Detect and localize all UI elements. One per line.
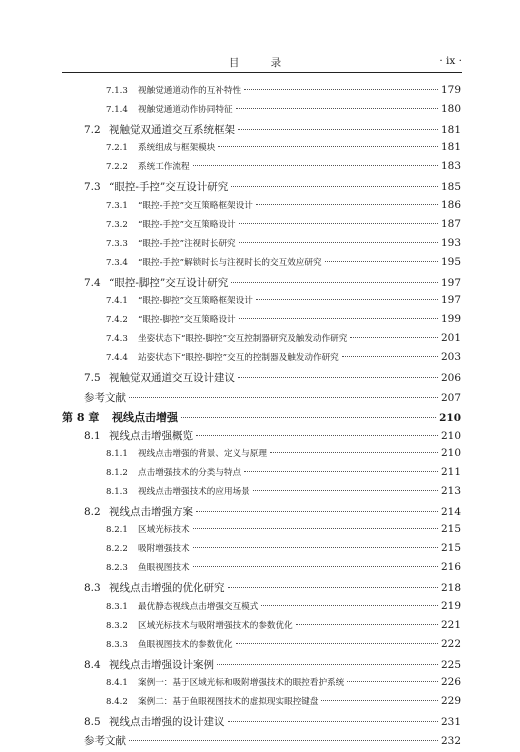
entry-number: 7.2 [84,124,101,137]
entry-title: 系统组成与框架模块 [138,143,216,154]
entry-number: 7.3.2 [106,219,128,230]
entry-title: 视触觉双通道交互设计建议 [109,372,235,385]
entry-title: 区域光标技术 [138,525,190,536]
entry-title: 鱼眼视图技术的参数优化 [138,639,233,650]
entry-title: 视线点击增强的设计建议 [109,716,225,729]
entry-number: 8.1.3 [106,486,128,497]
entry-title: “眼控-脚控”交互策略设计 [138,315,236,326]
dot-leader [217,664,438,665]
entry-page-number: 229 [440,695,461,707]
dot-leader [256,204,438,205]
entry-page-number: 225 [440,658,461,671]
entry-page-number: 214 [440,506,461,519]
entry-number: 8.4 [84,658,101,671]
dot-leader [325,261,438,262]
toc-entry[interactable] [62,580,461,599]
entry-title: 视线点击增强 [112,410,178,424]
entry-number: 8.3.3 [106,639,128,650]
toc-entry[interactable] [62,428,461,447]
toc-entry[interactable] [62,122,461,141]
toc-entry[interactable] [62,313,461,332]
toc-entry[interactable] [62,466,461,485]
references-entry[interactable] [62,733,461,752]
toc-entry[interactable] [62,523,461,542]
toc-entry[interactable] [62,179,461,198]
toc-entry[interactable] [62,141,461,160]
dot-leader [129,397,438,398]
entry-title: 鱼眼视图技术 [138,563,190,574]
entry-number: 7.4.2 [106,315,128,326]
entry-page-number: 218 [440,582,461,595]
entry-title: 参考文献 [84,391,126,404]
references-entry[interactable] [62,390,461,409]
entry-title: “眼控-手控”解锁时长与注视时长的交互效应研究 [138,257,322,268]
entry-number: 7.3.3 [106,238,128,249]
entry-page-number: 197 [440,276,461,289]
entry-page-number: 181 [440,141,461,154]
toc-entry[interactable] [62,160,461,179]
entry-page-number: 215 [440,542,461,555]
dot-leader [261,605,438,606]
entry-page-number: 210 [440,446,461,459]
table-of-contents [62,84,461,752]
toc-entry[interactable] [62,600,461,619]
entry-page-number: 185 [440,181,461,194]
entry-number: 8.1.2 [106,467,128,478]
entry-page-number: 216 [440,561,461,574]
entry-number: 8.4.2 [106,697,128,707]
entry-page-number: 222 [440,637,461,650]
entry-title: 站姿状态下“眼控-脚控”交互的控制器及触发动作研究 [138,353,339,364]
entry-title: 视触觉双通道交互系统框架 [109,124,235,137]
entry-number: 8.3.2 [106,620,128,631]
toc-entry[interactable] [62,332,461,351]
entry-number: 7.3 [84,181,101,194]
entry-title: “眼控-脚控”交互策略框架设计 [138,296,253,307]
dot-leader [238,377,438,378]
dot-leader [231,186,438,187]
entry-number: 7.5 [84,372,101,385]
dot-leader [350,337,438,338]
entry-page-number: 199 [440,313,461,326]
entry-number: 8.4.1 [106,677,128,688]
entry-number: 7.2.2 [106,162,128,173]
dot-leader [253,490,438,491]
entry-title: 视线点击增强的背景、定义与原理 [138,448,267,459]
entry-title: 视线点击增强概览 [109,429,193,442]
toc-entry[interactable] [62,561,461,580]
entry-number: 7.4.1 [106,296,128,307]
entry-number: 7.4.3 [106,334,128,345]
entry-title: 案例二：基于鱼眼视图技术的虚拟现实眼控键盘 [138,697,319,707]
header-page-number: · ix · [439,55,462,67]
dot-leader [347,681,438,682]
entry-title: 参考文献 [84,735,126,748]
dot-leader [181,417,436,418]
dot-leader [196,435,438,436]
dot-leader [193,566,438,567]
entry-title: 视线点击增强设计案例 [109,658,214,671]
toc-entry[interactable] [62,294,461,313]
toc-entry[interactable] [62,351,461,370]
entry-title: 吸附增强技术 [138,544,190,555]
entry-page-number: 226 [440,675,461,688]
entry-page-number: 187 [440,217,461,230]
entry-title: 最优静态视线点击增强交互模式 [138,601,259,612]
toc-entry[interactable] [62,103,461,122]
entry-number: 7.4 [84,276,101,289]
dot-leader [270,452,438,453]
toc-entry[interactable] [62,638,461,657]
dot-leader [244,89,438,90]
entry-number: 8.2 [84,506,101,519]
toc-entry[interactable] [62,504,461,523]
entry-number: 7.1.3 [106,86,128,96]
dot-leader [236,643,438,644]
dot-leader [196,511,438,512]
toc-entry[interactable] [62,370,461,389]
entry-page-number: 195 [440,255,461,268]
entry-page-number: 213 [440,484,461,497]
entry-number: 7.1.4 [106,105,128,116]
dot-leader [238,129,438,130]
entry-title: 点击增强技术的分类与特点 [138,467,242,478]
entry-title: “眼控-手控”交互策略设计 [138,219,236,230]
dot-leader [193,165,438,166]
dot-leader [296,624,438,625]
header-title: 目 录 [228,57,296,69]
entry-number: 第 8 章 [62,410,100,424]
entry-title: 区域光标技术与吸附增强技术的参数优化 [138,620,293,631]
entry-number: 8.3 [84,582,101,595]
entry-page-number: 206 [440,372,461,385]
toc-entry[interactable] [62,657,461,676]
dot-leader [342,356,438,357]
entry-number: 8.2.2 [106,544,128,555]
entry-page-number: 193 [440,236,461,249]
entry-page-number: 203 [440,351,461,364]
entry-page-number: 183 [440,160,461,173]
dot-leader [256,299,438,300]
entry-title: 视线点击增强技术的应用场景 [138,486,250,497]
entry-page-number: 232 [440,735,461,748]
entry-page-number: 201 [440,332,461,345]
entry-number: 8.3.1 [106,601,128,612]
entry-number: 8.2.3 [106,563,128,574]
entry-page-number: 181 [440,124,461,137]
dot-leader [218,146,438,147]
entry-title: 视触觉通道动作的互补特性 [138,86,242,96]
dot-leader [231,282,438,283]
entry-title: “眼控-手控”交互设计研究 [109,181,229,194]
dot-leader [239,242,438,243]
toc-entry[interactable] [62,275,461,294]
toc-entry[interactable] [62,619,461,638]
dot-leader [193,547,438,548]
entry-number: 7.3.1 [106,200,128,211]
entry-number: 7.2.1 [106,143,128,154]
entry-title: “眼控-脚控”交互设计研究 [109,276,229,289]
toc-entry[interactable] [62,218,461,237]
entry-title: 坐姿状态下“眼控-脚控”交互控制器研究及触发动作研究 [138,334,348,345]
page-header [62,55,462,71]
entry-page-number: 210 [439,411,461,424]
entry-page-number: 211 [440,465,461,478]
entry-number: 8.1 [84,429,101,442]
entry-number: 7.4.4 [106,353,128,364]
toc-entry[interactable] [62,256,461,275]
entry-page-number: 207 [440,391,461,404]
entry-number: 8.1.1 [106,448,128,459]
entry-number: 8.2.1 [106,525,128,536]
entry-page-number: 221 [440,618,461,631]
toc-entry[interactable] [62,237,461,256]
entry-page-number: 219 [440,599,461,612]
entry-page-number: 215 [440,523,461,536]
dot-leader [236,108,438,109]
entry-page-number: 179 [440,84,461,96]
entry-title: “眼控-手控”注视时长研究 [138,238,236,249]
toc-entry[interactable] [62,676,461,695]
entry-page-number: 231 [440,716,461,729]
entry-title: “眼控-手控”交互策略框架设计 [138,200,253,211]
dot-leader [321,700,437,701]
entry-title: 视触觉通道动作协同特征 [138,105,233,116]
dot-leader [129,740,438,741]
toc-entry[interactable] [62,714,461,733]
dot-leader [239,318,438,319]
dot-leader [228,721,438,722]
entry-number: 8.5 [84,716,101,729]
header-rule [62,72,462,73]
entry-title: 视线点击增强的优化研究 [109,582,225,595]
toc-entry[interactable] [62,485,461,504]
dot-leader [239,223,438,224]
dot-leader [244,471,438,472]
entry-page-number: 180 [440,103,461,116]
toc-entry[interactable] [62,542,461,561]
entry-page-number: 210 [440,429,461,442]
toc-entry[interactable] [62,447,461,466]
entry-page-number: 186 [440,198,461,211]
chapter-entry[interactable] [62,409,461,428]
dot-leader [193,528,438,529]
toc-entry[interactable] [62,84,461,103]
entry-number: 7.3.4 [106,257,128,268]
dot-leader [228,587,438,588]
entry-title: 视线点击增强方案 [109,506,193,519]
toc-entry[interactable] [62,695,461,714]
entry-page-number: 197 [440,294,461,307]
toc-entry[interactable] [62,199,461,218]
entry-title: 系统工作流程 [138,162,190,173]
entry-title: 案例一：基于区域光标和吸附增强技术的眼控看护系统 [138,677,345,688]
